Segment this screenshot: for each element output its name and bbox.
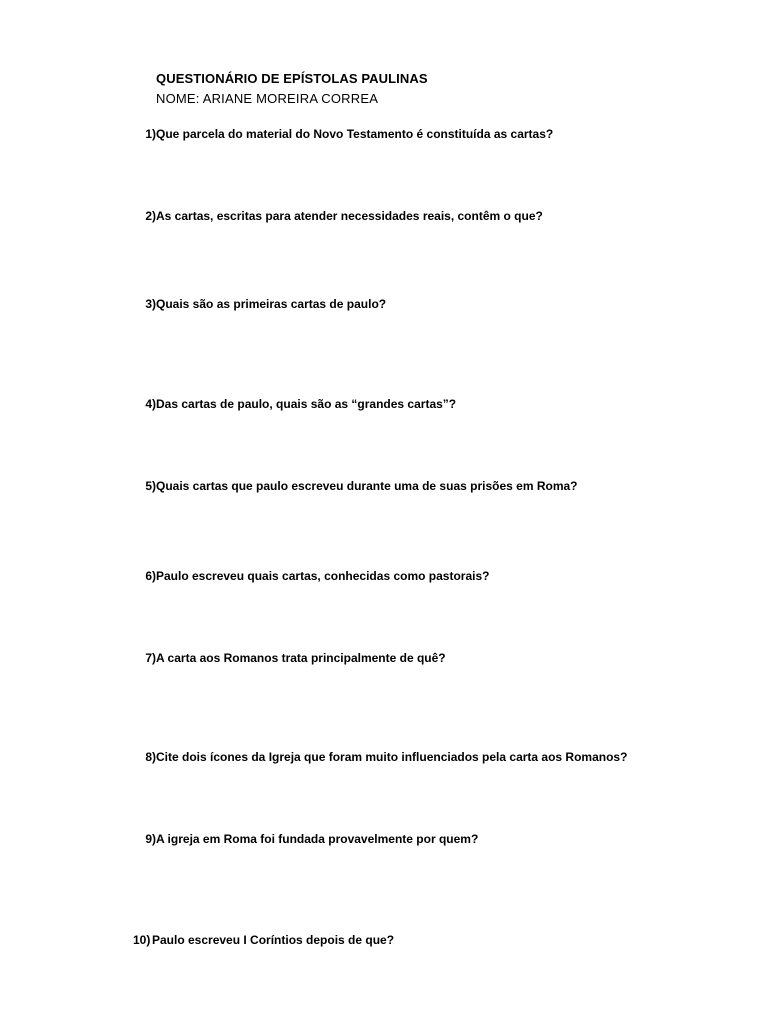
- question-number: 6): [145, 569, 156, 583]
- question-text: Paulo escreveu quais cartas, conhecidas como pastorais?: [156, 569, 490, 583]
- question-text: Que parcela do material do Novo Testamento é constituída as cartas?: [156, 127, 554, 141]
- question-number: 10): [133, 933, 151, 947]
- question-text: Paulo escreveu I Coríntios depois de que?: [152, 933, 395, 947]
- question-text: Quais são as primeiras cartas de paulo?: [156, 297, 387, 311]
- question-text: A igreja em Roma foi fundada provavelmente por quem?: [156, 832, 479, 846]
- question-number: 1): [145, 127, 156, 141]
- question-number: 9): [145, 832, 156, 846]
- question-number: 8): [145, 750, 156, 764]
- question-number: 2): [145, 209, 156, 223]
- question-text: A carta aos Romanos trata principalmente de quê?: [156, 651, 446, 665]
- student-name: NOME: ARIANE MOREIRA CORREA: [156, 91, 379, 106]
- question-text: Quais cartas que paulo escreveu durante uma de suas prisões em Roma?: [156, 479, 578, 493]
- question-number: 7): [145, 651, 156, 665]
- question-number: 5): [145, 479, 156, 493]
- question-text: As cartas, escritas para atender necessidades reais, contêm o que?: [156, 209, 543, 223]
- question-number: 3): [145, 297, 156, 311]
- question-number: 4): [145, 397, 156, 411]
- question-text: Cite dois ícones da Igreja que foram muito influenciados pela carta aos Romanos?: [156, 750, 628, 764]
- question-text: Das cartas de paulo, quais são as “grandes cartas”?: [156, 397, 457, 411]
- document-title: QUESTIONÁRIO DE EPÍSTOLAS PAULINAS: [156, 71, 428, 86]
